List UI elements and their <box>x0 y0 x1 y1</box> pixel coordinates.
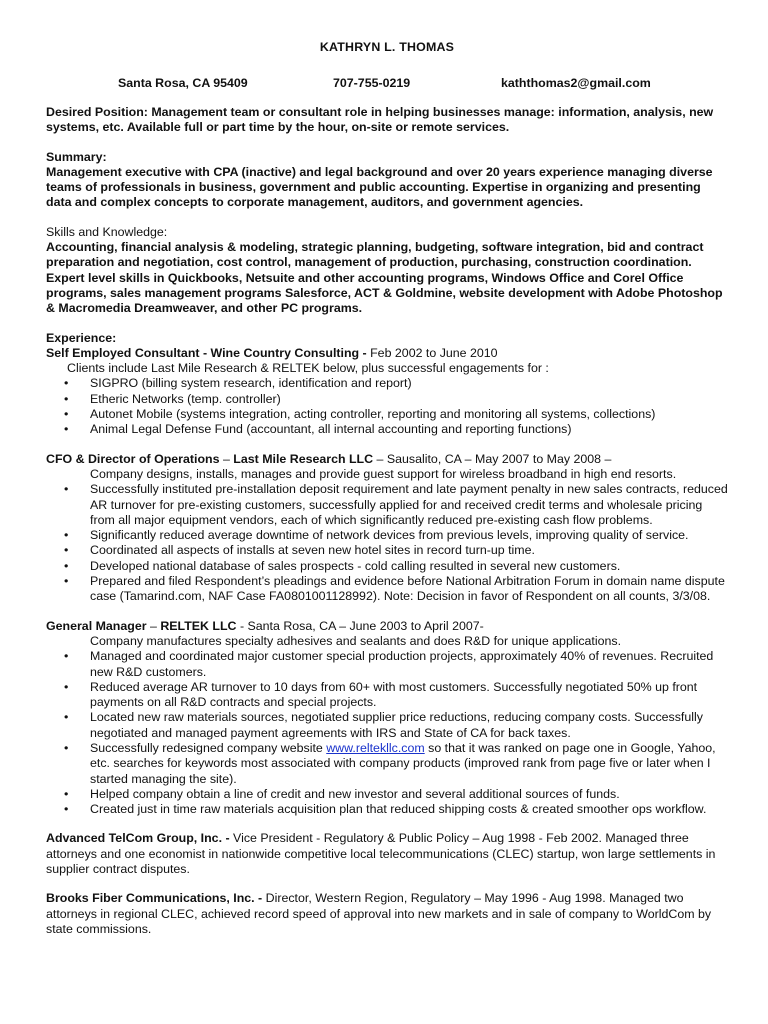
job2-header <box>46 452 728 467</box>
list-item: • Prepared and filed Respondent’s pleadings and evidence before National Arbitration Forum in domain name dispute case (Tamarind.com, NAF Case FA0801001128992). Note: Decision in favor of Respondent on all counts, 3/3/08. <box>46 574 728 605</box>
list-item: • Autonet Mobile (systems integration, acting controller, reporting and monitoring all systems, collections) <box>46 407 728 422</box>
list-item: • Located new raw materials sources, negotiated supplier price reductions, reducing company costs. Successfully negotiated and managed payment agreements with IRS and State of CA for back taxes. <box>46 710 728 741</box>
summary-text: Management executive with CPA (inactive) and legal background and over 20 years experience managing diverse teams of professionals in business, government and public accounting. Expertise in organizing and presenting data and complex concepts to corporate management, auditors, and government agencies. <box>46 164 713 210</box>
job3-role: General Manager <box>46 618 147 633</box>
list-item: • Managed and coordinated major customer special production projects, approximately 40% of revenues. Recruited new R&D customers. <box>46 649 728 680</box>
skills-text: Accounting, financial analysis & modeling, strategic planning, budgeting, software integration, bid and contract preparation and negotiation, cost control, management of production, purchasing, construction coordination. Expert level skills in Quickbooks, Netsuite and other accounting programs, Windows Office and Corel Office programs, sales management programs Salesforce, ACT & Goldmine, website development with Adobe Photoshop & Macromedia Dreamweaver, and other PC programs. <box>46 240 723 316</box>
job4-company: Advanced TelCom Group, Inc <box>46 831 219 846</box>
job1-intro: Clients include Last Mile Research & RELTEK below, plus successful engagements for : <box>67 361 549 376</box>
job2-intro: Company designs, installs, manages and provide guest support for wireless broadband in high end resorts. <box>90 466 677 481</box>
job4-text: Vice President - Regulatory & Public Policy – Aug 1998 - Feb 2002. Managed three attorneys and one economist in nationwide competitive local telecommunications (CLEC) startup, won large settlements in supplier contract disputes. <box>46 831 716 877</box>
job3-header <box>46 619 728 634</box>
list-item: • Helped company obtain a line of credit and new investor and several additional sources of funds. <box>46 787 728 802</box>
list-item <box>46 741 728 787</box>
list-item: • SIGPRO (billing system research, identification and report) <box>46 376 728 391</box>
contact-line <box>46 76 728 91</box>
contact-email: kaththomas2@gmail.com <box>501 76 651 90</box>
job3-separator: – <box>146 618 161 633</box>
job1-header <box>46 346 728 361</box>
desired-position: Desired Position: Management team or consultant role in helping businesses manage: information, analysis, new systems, etc. Available full or part time by the hour, on-site or remote services. <box>46 105 714 135</box>
job4-separator: . - <box>218 831 230 846</box>
job2-bullets <box>46 482 728 604</box>
job4-entry <box>46 831 728 877</box>
job5-text: Director, Western Region, Regulatory – May 1996 - Aug 1998. Managed two attorneys in regional CLEC, achieved record speed of approval into new markets and in sale of company to WorldCom by state commissions. <box>46 891 712 936</box>
reltek-website-link[interactable]: www.reltekllc.com <box>326 740 425 755</box>
list-item: • Reduced average AR turnover to 10 days from 60+ with most customers. Successfully negotiated 50% up front payments on all R&D contracts and special projects. <box>46 680 728 711</box>
job1-title: Self Employed Consultant - Wine Country Consulting - <box>46 345 367 360</box>
job2-company: Last Mile Research LLC <box>233 451 374 466</box>
job3-intro: Company manufactures specialty adhesives and sealants and does R&D for unique applications. <box>90 633 622 648</box>
job3-b4-post: so that it was ranked on page one in Google, Yahoo, etc. searches for keywords most associated with company products (improved rank from page five or later when I started managing the site). <box>90 740 716 786</box>
list-item: • Etheric Networks (temp. controller) <box>46 392 728 407</box>
job5-entry <box>46 891 728 937</box>
job3-b4-pre: Successfully redesigned company website <box>90 740 327 755</box>
job5-company: Brooks Fiber Communications, Inc. - <box>46 891 263 906</box>
job1-bullets <box>46 376 728 437</box>
experience-heading: Experience: <box>46 330 117 345</box>
summary-heading: Summary: <box>46 149 107 164</box>
job2-role: CFO & Director of Operations <box>46 451 220 466</box>
job2-location-dates: – Sausalito, CA – May 2007 to May 2008 – <box>373 451 612 466</box>
job3-location-dates: - Santa Rosa, CA – June 2003 to April 2007- <box>236 618 484 633</box>
contact-city: Santa Rosa, CA 95409 <box>118 76 248 90</box>
contact-phone: 707-755-0219 <box>333 76 411 90</box>
list-item: • Developed national database of sales prospects - cold calling resulted in several new customers. <box>46 559 728 574</box>
job3-bullets <box>46 649 728 817</box>
list-item: • Significantly reduced average downtime of network devices from previous levels, improving quality of service. <box>46 528 728 543</box>
job2-separator: – <box>219 451 234 466</box>
list-item: • Coordinated all aspects of installs at seven new hotel sites in record turn-up time. <box>46 543 728 558</box>
job1-dates: Feb 2002 to June 2010 <box>366 345 498 360</box>
job3-company: RELTEK LLC <box>160 618 237 633</box>
list-item: • Animal Legal Defense Fund (accountant, all internal accounting and reporting functions) <box>46 422 728 437</box>
skills-heading: Skills and Knowledge: <box>46 224 168 239</box>
resume-page <box>46 40 728 937</box>
candidate-name: KATHRYN L. THOMAS <box>319 40 455 54</box>
list-item: • Created just in time raw materials acquisition plan that reduced shipping costs & created smoother ops workflow. <box>46 802 728 817</box>
list-item: • Successfully instituted pre-installation deposit requirement and late payment penalty in new sales contracts, reduced AR turnover for pre-existing customers, successfully applied for and received credit terms and wholesale pricing from all major equipment vendors, each of which significantly reduced pre-existing cash flow problems. <box>46 482 728 528</box>
